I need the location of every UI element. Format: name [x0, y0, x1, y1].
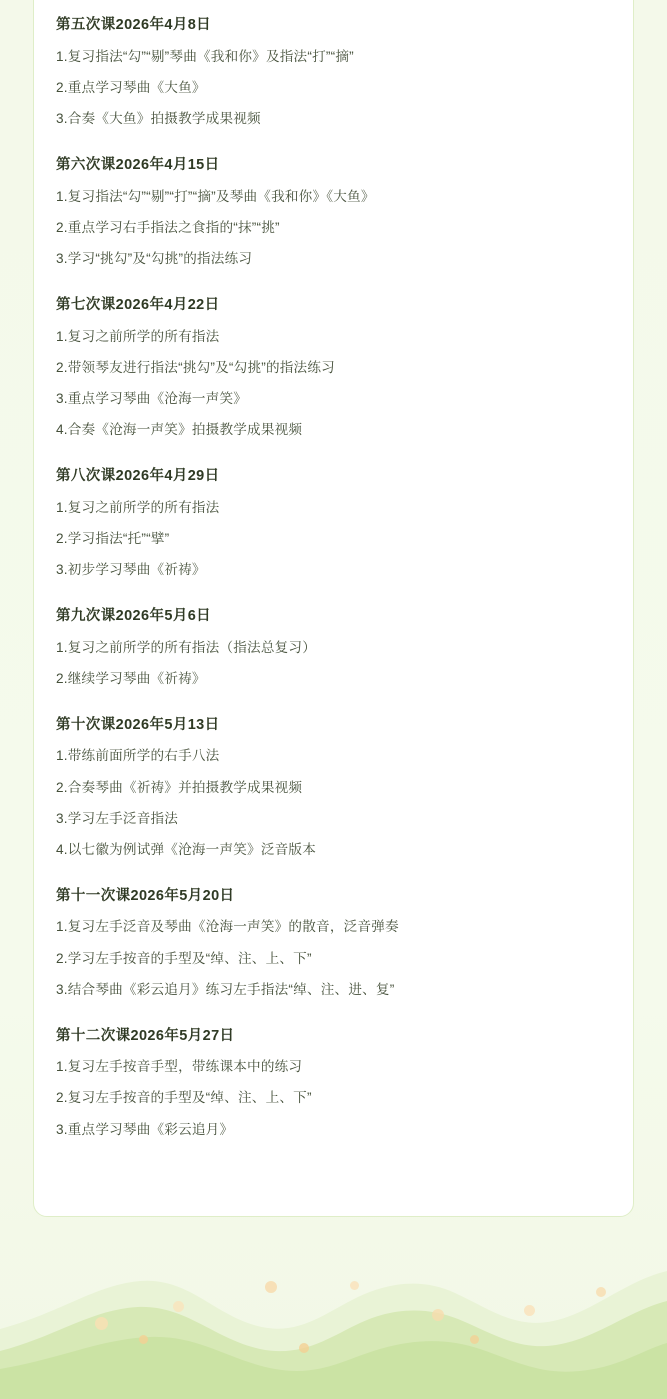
lesson-item: 3.学习左手泛音指法	[56, 810, 179, 826]
lesson-item: 1.复习之前所学的所有指法（指法总复习）	[56, 639, 317, 655]
lesson-item: 2.重点学习右手指法之食指的“抹”“挑”	[56, 219, 280, 235]
lesson-item: 3.结合琴曲《彩云追月》练习左手指法“绰、注、进、复”	[56, 981, 395, 997]
lesson-item: 1.复习之前所学的所有指法	[56, 328, 220, 344]
lesson-item: 3.初步学习琴曲《祈祷》	[56, 561, 206, 577]
dot	[173, 1301, 184, 1312]
hill-back	[0, 1271, 667, 1399]
lesson-item: 1.带练前面所学的右手八法	[56, 748, 220, 764]
lesson-item: 3.合奏《大鱼》拍摄教学成果视频	[56, 110, 261, 126]
lesson-item: 1.复习之前所学的所有指法	[56, 499, 220, 515]
lesson-item: 2.继续学习琴曲《祈祷》	[56, 670, 206, 686]
lesson-block	[56, 886, 611, 1000]
lesson-item: 3.重点学习琴曲《沧海一声笑》	[56, 390, 248, 406]
lesson-title: 第五次课2026年4月8日	[56, 17, 212, 33]
dot	[299, 1343, 309, 1353]
dot	[596, 1287, 606, 1297]
dot	[524, 1305, 535, 1316]
dot	[139, 1335, 148, 1344]
dot	[432, 1309, 444, 1321]
lesson-block	[56, 715, 611, 860]
lesson-item: 2.重点学习琴曲《大鱼》	[56, 79, 206, 95]
hills-svg	[0, 1209, 667, 1399]
lesson-item: 2.复习左手按音的手型及“绰、注、上、下”	[56, 1090, 312, 1106]
lesson-schedule-card	[33, 0, 634, 1217]
lesson-block	[56, 15, 611, 129]
lesson-title: 第九次课2026年5月6日	[56, 607, 212, 624]
lesson-item: 2.带领琴友进行指法“挑勾”及“勾挑”的指法练习	[56, 359, 335, 375]
lesson-item: 3.学习“挑勾”及“勾挑”的指法练习	[56, 250, 253, 266]
lesson-item: 3.重点学习琴曲《彩云追月》	[56, 1121, 234, 1137]
lesson-list	[56, 15, 611, 1140]
lesson-title: 第七次课2026年4月22日	[56, 296, 220, 313]
lesson-item: 2.合奏琴曲《祈祷》并拍摄教学成果视频	[56, 779, 303, 795]
lesson-title: 第十一次课2026年5月20日	[56, 887, 235, 904]
hill-mid	[0, 1301, 667, 1399]
dot	[265, 1281, 277, 1293]
lesson-item: 4.合奏《沧海一声笑》拍摄教学成果视频	[56, 421, 303, 437]
lesson-item: 1.复习指法“勾”“剔”琴曲《我和你》及指法“打”“摘”	[56, 48, 354, 64]
lesson-block	[56, 155, 611, 269]
lesson-item: 1.复习左手泛音及琴曲《沧海一声笑》的散音，泛音弹奏	[56, 919, 399, 935]
dot	[95, 1317, 108, 1330]
lesson-item: 1.复习左手按音手型，带练课本中的练习	[56, 1059, 303, 1075]
lesson-block	[56, 606, 611, 689]
hill-front	[0, 1337, 667, 1399]
dot	[350, 1281, 359, 1290]
lesson-item: 2.学习指法“托”“擘”	[56, 530, 170, 546]
lesson-item: 2.学习左手按音的手型及“绰、注、上、下”	[56, 950, 312, 966]
decorative-hills	[0, 1209, 667, 1399]
lesson-title: 第十二次课2026年5月27日	[56, 1027, 235, 1044]
lesson-block	[56, 1026, 611, 1140]
lesson-title: 第八次课2026年4月29日	[56, 467, 220, 484]
lesson-block	[56, 295, 611, 440]
lesson-item: 1.复习指法“勾”“剔”“打”“摘”及琴曲《我和你》《大鱼》	[56, 188, 375, 204]
dot	[470, 1335, 479, 1344]
lesson-title: 第六次课2026年4月15日	[56, 156, 220, 173]
lesson-title: 第十次课2026年5月13日	[56, 716, 220, 733]
lesson-item: 4.以七徽为例试弹《沧海一声笑》泛音版本	[56, 841, 317, 857]
lesson-block	[56, 466, 611, 580]
